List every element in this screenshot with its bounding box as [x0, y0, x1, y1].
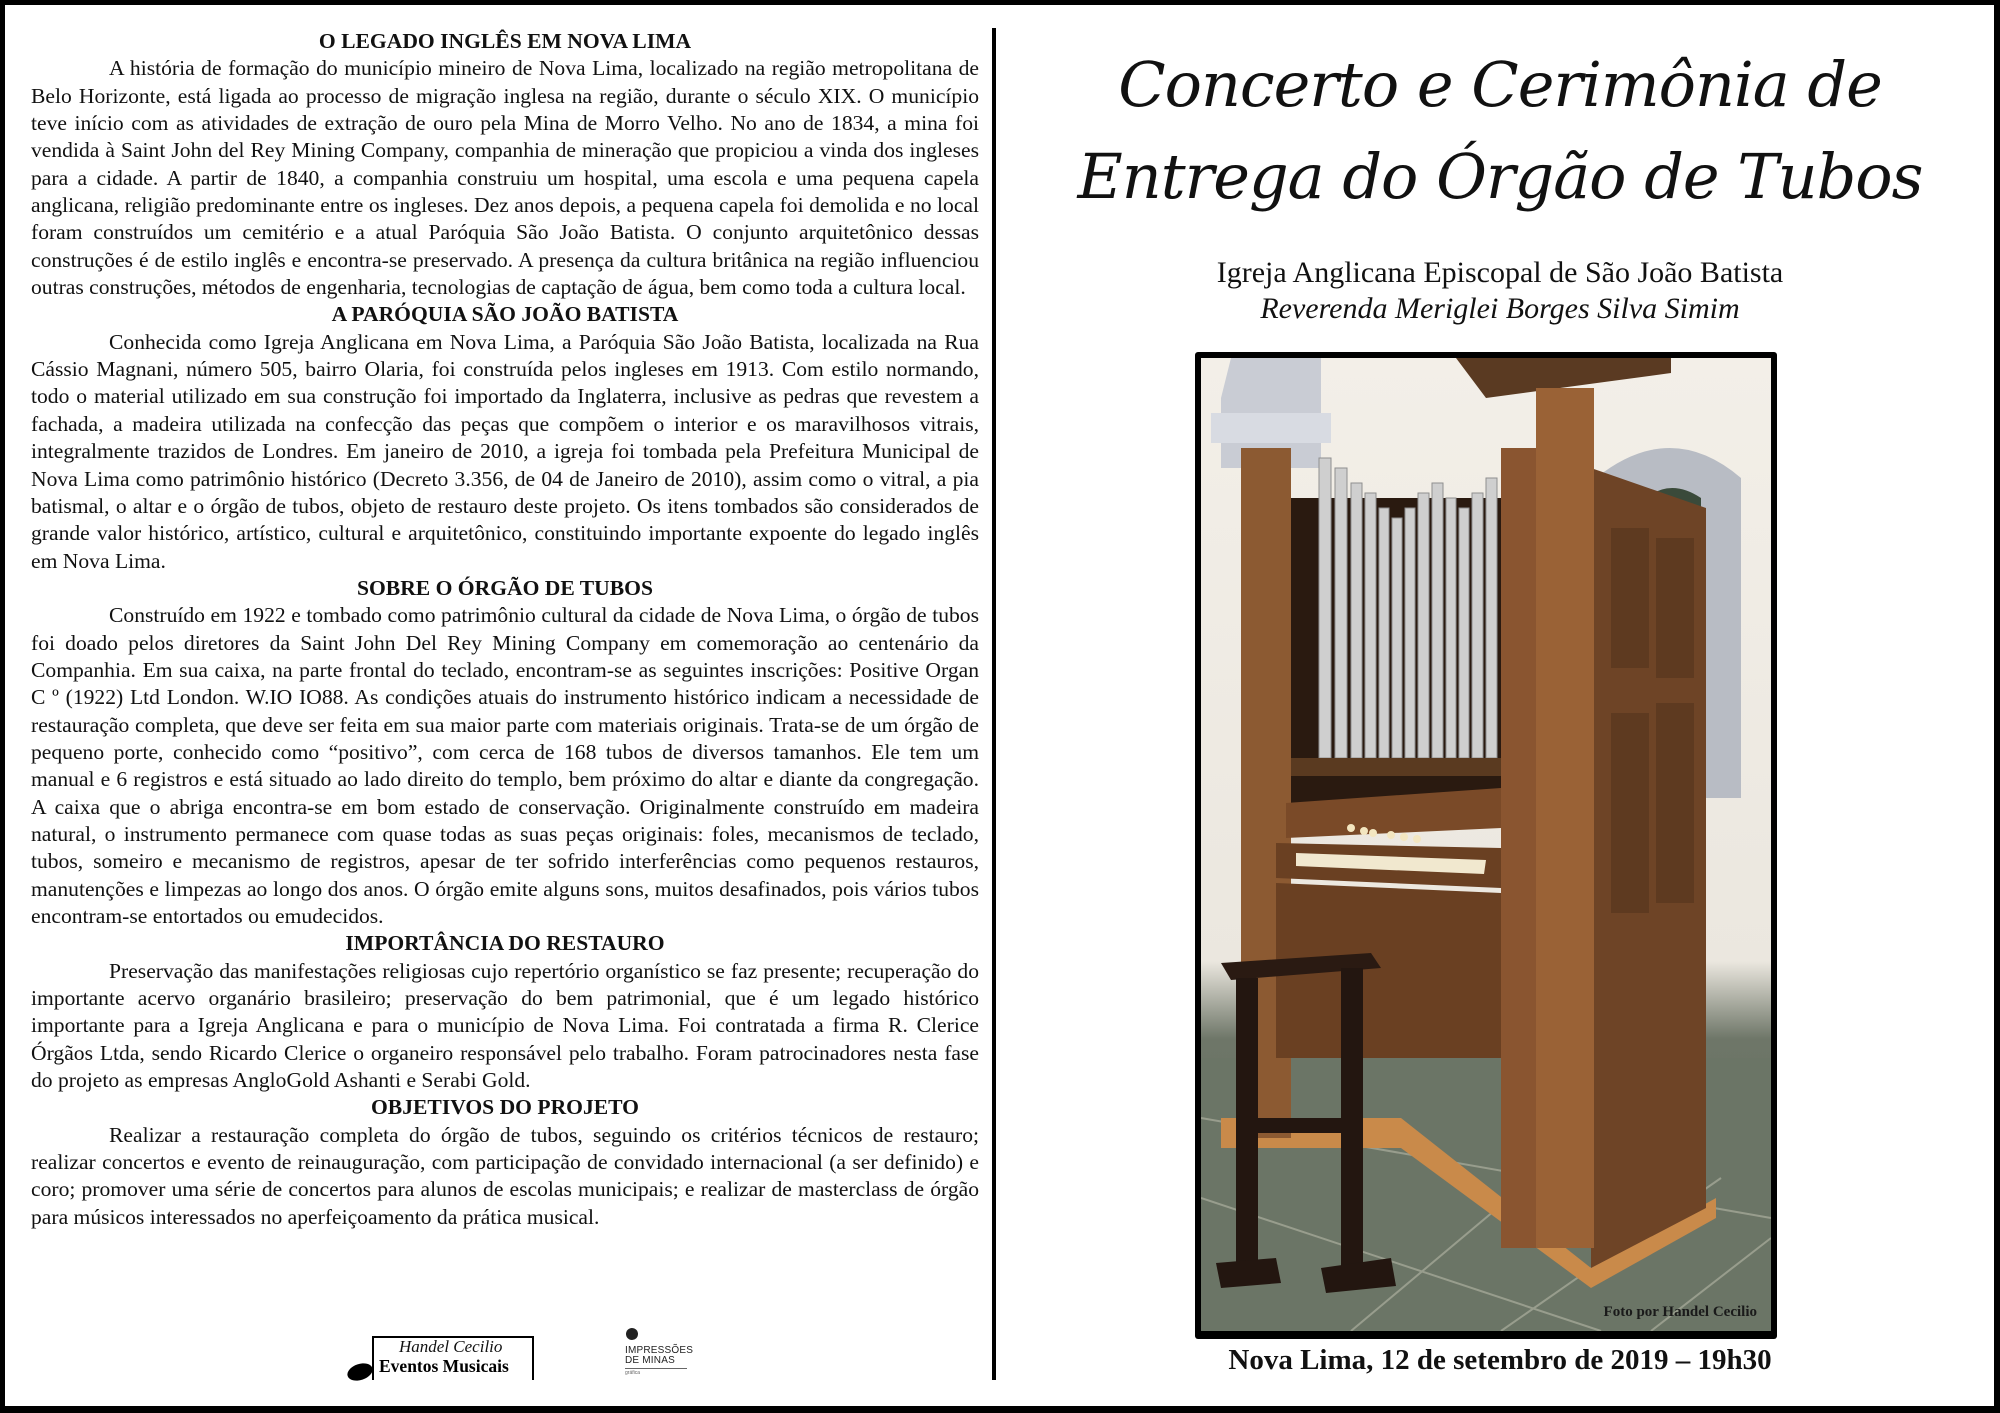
handel-cecilio-logo	[347, 1330, 535, 1382]
section-text-importancia: Preservação das manifestações religiosas cujo repertório organístico se faz presente; recuperação do importante acervo organário brasileiro; preservação do bem patrimonial, que é um legado histórico importante para a Igreja Anglicana e para o município de Nova Lima. Foi contratada a firma R. Clerice Órgãos Ltda, sendo Ricardo Clerice o organeiro responsável pelo trabalho. Foram patrocinadores nesta fase do projeto as empresas AngloGold Ashanti e Serabi Gold.	[31, 958, 979, 1093]
section-heading-paroquia: A PARÓQUIA SÃO JOÃO BATISTA	[331, 302, 679, 327]
organ-photo-image	[1201, 358, 1771, 1331]
section-heading-importancia: IMPORTÂNCIA DO RESTAURO	[345, 931, 665, 956]
event-title-line2: Entrega do Órgão de Tubos	[1077, 140, 1923, 213]
handel-logo-subtitle: Eventos Musicais	[379, 1356, 509, 1376]
console-top	[1291, 758, 1501, 776]
event-dateline: Nova Lima, 12 de setembro de 2019 – 19h30	[1228, 1344, 1772, 1376]
impressoes-logo-line2: DE MINAS	[625, 1355, 675, 1366]
organ-front-post	[1536, 388, 1594, 1248]
music-note-icon	[345, 1360, 375, 1383]
handel-logo-name: Handel Cecilio	[399, 1337, 503, 1356]
section-heading-legado: O LEGADO INGLÊS EM NOVA LIMA	[318, 29, 692, 53]
photo-credit: Foto por Handel Cecilio	[1603, 1304, 1757, 1320]
section-text-objetivos: Realizar a restauração completa do órgão de tubos, seguindo os critérios técnicos de restauro; realizar concertos e evento de reinauguração, com participação de convidado internacional (a ser definido) e coro; promover uma série de concertos para alunos de escolas municipais; e realizar de masterclass de órgão para músicos interessados no aperfeiçoamento da prática musical.	[31, 1122, 979, 1229]
section-text-paroquia: Conhecida como Igreja Anglicana em Nova Lima, a Paróquia São João Batista, localizada na Rua Cássio Magnani, número 505, bairro Olaria, foi construída pelos ingleses em 1913. Com estilo normando, todo o material utilizado em sua construção foi importado da Inglaterra, inclusive as pedras que revestem a fachada, a madeira utilizada na confecção das peças que compõem o interior e os maravilhosos vitrais, integralmente trazidos de Londres. Em janeiro de 2010, a igreja foi tombada pela Prefeitura Municipal de Nova Lima como patrimônio histórico (Decreto 3.356, de 04 de Janeiro de 2010), assim como o vitral, a pia batismal, o altar e o órgão de tubos, objeto de restauro deste projeto. Os itens tombados são considerados de grande valor histórico, artístico, cultural e arquitetônico, constituindo importante expoente do legado inglês em Nova Lima.	[31, 329, 979, 573]
impressoes-logo-line1: IMPRESSÕES	[625, 1345, 694, 1356]
side-panel-inset	[1611, 528, 1649, 668]
organ-photo	[1195, 352, 1777, 1339]
reverend-name: Reverenda Meriglei Borges Silva Simim	[1260, 292, 1740, 325]
left-column	[31, 28, 979, 1231]
impressoes-de-minas-logo	[623, 1328, 723, 1388]
section-heading-orgao: SOBRE O ÓRGÃO DE TUBOS	[357, 575, 653, 600]
organ-illustration	[1201, 358, 1771, 1331]
sponsor-logos	[345, 1326, 725, 1386]
pillar-capital	[1211, 413, 1331, 443]
section-text-legado: A história de formação do município mineiro de Nova Lima, localizado na região metropolitana de Belo Horizonte, está ligada ao processo de migração inglesa na região, durante o século XIX. O município teve início com as atividades de extração de ouro pela Mina de Morro Velho. No ano de 1834, a mina foi vendida à Saint John del Rey Mining Company, companhia de mineração que propiciou a vinda dos ingleses para a cidade. A partir de 1840, a companhia construiu um hospital, uma escola e uma pequena capela anglicana, religião predominante entre os ingleses. Dez anos depois, a pequena capela foi demolida e no local foram construídos um cemitério e a atual Paróquia São João Batista. O conjunto arquitetônico dessas construções é de estilo inglês e encontra-se preservado. A presença da cultura britânica na região influenciou outras construções, métodos de engenharia, tecnologias de captação de água, bem como toda a cultura local.	[31, 56, 979, 300]
column-divider	[992, 28, 996, 1380]
printer-mark-icon	[626, 1328, 638, 1340]
church-name: Igreja Anglicana Episcopal de São João Batista	[1216, 256, 1784, 289]
section-text-orgao: Construído em 1922 e tombado como patrimônio cultural da cidade de Nova Lima, o órgão de tubos foi doado pelos diretores da Saint John Del Rey Mining Company em comemoração ao centenário da Companhia. Em sua caixa, na parte frontal do teclado, encontram-se as seguintes inscrições: Positive Organ C º (1922) Ltd London. W.IO IO88. As condições atuais do instrumento histórico indicam a necessidade de restauração completa, que deve ser feita em sua maior parte com materiais originais. Trata-se de um órgão de pequeno porte, conhecido como “positivo”, com cerca de 168 tubos de diversos tamanhos. Ele tem um manual e 6 registros e está situado ao lado direito do templo, bem próximo do altar e diante da congregação. A caixa que o abriga encontra-se em bom estado de conservação. Originalmente construído em madeira natural, o instrumento permanece com quase todas as suas peças originais: foles, mecanismos de teclado, tubos, someiro e mecanismo de registros, apesar de ter sofrido interferências como pequenos restauros, manutenções e limpezas ao longo dos anos. O órgão emite alguns sons, muitos desafinados, pois vários tubos encontram-se entortados ou emudecidos.	[31, 603, 979, 928]
impressoes-logo-rule	[625, 1368, 687, 1369]
event-title-line1: Concerto e Cerimônia de	[1118, 48, 1882, 121]
section-heading-objetivos: OBJETIVOS DO PROJETO	[371, 1095, 639, 1120]
impressoes-logo-tag: gráfica	[625, 1370, 641, 1376]
